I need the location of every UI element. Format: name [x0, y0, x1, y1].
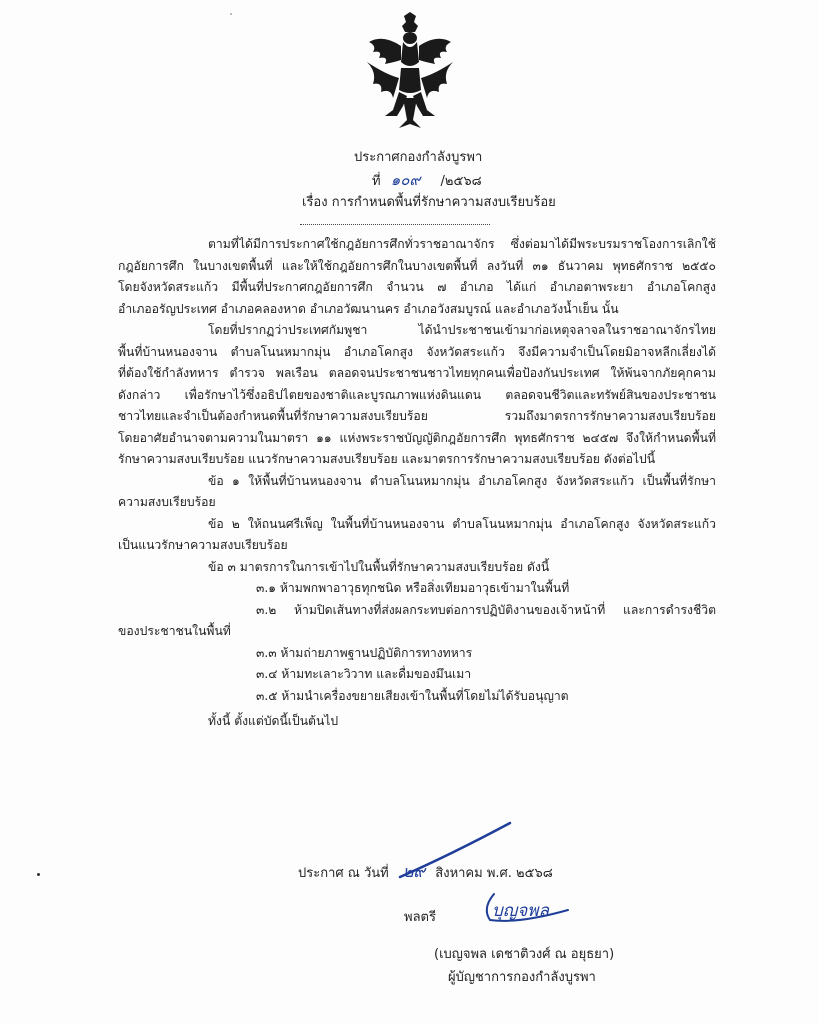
- subject-line: เรื่อง การกำหนดพื้นที่รักษาความสงบเรียบร้อย: [302, 195, 556, 210]
- date-rest: สิงหาคม พ.ศ. ๒๕๖๘: [435, 866, 553, 881]
- signer-rank: พลตรี: [404, 910, 436, 925]
- clause-2-line: ข้อ ๒ ให้ถนนศรีเพ็ญ ในพื้นที่บ้านหนองจาน ตำบลโนนหมากมุ่น อำเภอโคกสูง จังหวัดสระแก้ว: [208, 516, 716, 531]
- number-suffix: /๒๕๖๘: [440, 174, 482, 189]
- paragraph-line: ดังกล่าว เพื่อรักษาไว้ซึ่งอธิปไตยของชาติและบูรณภาพแห่งดินแดน ตลอดจนชีวิตและทรัพย์สินของประชาชน: [118, 387, 716, 402]
- clause-1-line: ความสงบเรียบร้อย: [118, 495, 216, 509]
- date-day-handwritten: ๒๙: [402, 862, 426, 881]
- paragraph-line: ที่ต้องใช้กำลังทหาร ตำรวจ พลเรือน ตลอดจนประชาชนชาวไทยทุกคนเพื่อป้องกันประเทศ ให้พ้นจากภัยคุกคาม: [118, 366, 716, 380]
- announcement-number: [372, 168, 482, 192]
- paragraph-line: พื้นที่บ้านหนองจาน ตำบลโนนหมากมุ่น อำเภอโคกสูง จังหวัดสระแก้ว จึงมีความจำเป็นโดยมิอาจหลีกเลี่ยงได้: [118, 344, 716, 359]
- signer-position: ผู้บัญชาการกองกำลังบูรพา: [448, 970, 596, 985]
- announcement-body: [118, 234, 716, 733]
- pen-stroke-signature-mark: [360, 815, 520, 885]
- number-handwritten: ๑๐๙: [390, 171, 421, 189]
- measure-3-4: ๓.๔ ห้ามทะเลาะวิวาท และดื่มของมึนเมา: [256, 667, 472, 681]
- paragraph-line: อำเภออรัญประเทศ อำเภอคลองหาด อำเภอวัฒนานคร อำเภอวังสมบูรณ์ และอำเภอวังน้ำเย็น นั้น: [118, 301, 619, 316]
- garuda-emblem-icon: [363, 12, 457, 130]
- paragraph-line: กฎอัยการศึก ในบางเขตพื้นที่ และให้ใช้กฎอัยการศึกในบางเขตพื้นที่ ลงวันที่ ๓๑ ธันวาคม พุทธศักราช ๒๕๕๐: [118, 258, 716, 273]
- measure-3-1: ๓.๑ ห้ามพกพาอาวุธทุกชนิด หรือสิ่งเทียมอาวุธเข้ามาในพื้นที่: [256, 581, 570, 595]
- number-prefix: ที่: [372, 174, 381, 189]
- signer-name: (เบญจพล เดชาติวงศ์ ณ อยุธยา): [434, 947, 615, 962]
- measure-3-5: ๓.๕ ห้ามนำเครื่องขยายเสียงเข้าในพื้นที่โดยไม่ได้รับอนุญาต: [256, 688, 569, 703]
- stray-dot: [37, 873, 40, 876]
- clause-1-line: ข้อ ๑ ให้พื้นที่บ้านหนองจาน ตำบลโนนหมากมุ่น อำเภอโคกสูง จังหวัดสระแก้ว เป็นพื้นที่รักษา: [208, 473, 716, 488]
- clause-2-line: เป็นแนวรักษาความสงบเรียบร้อย: [118, 538, 288, 552]
- clause-3-line: ข้อ ๓ มาตรการในการเข้าไปในพื้นที่รักษาความสงบเรียบร้อย ดังนี้: [208, 559, 550, 574]
- measure-3-3: ๓.๓ ห้ามถ่ายภาพฐานปฏิบัติการทางทหาร: [256, 645, 473, 660]
- paragraph-line: รักษาความสงบเรียบร้อย แนวรักษาความสงบเรียบร้อย และมาตรการรักษาความสงบเรียบร้อย ดังต่อไปนี้: [118, 452, 656, 466]
- paragraph-line: โดยอาศัยอำนาจตามความในมาตรา ๑๑ แห่งพระราชบัญญัติกฎอัยการศึก พุทธศักราช ๒๔๕๗ จึงให้กำหนดพื้นที่: [118, 430, 716, 445]
- effective-line: ทั้งนี้ ตั้งแต่บัดนี้เป็นต้นไป: [208, 714, 339, 728]
- measure-3-2-line: ๓.๒ ห้ามปิดเส้นทางที่ส่งผลกระทบต่อการปฏิบัติงานของเจ้าหน้าที่ และการดำรงชีวิต: [256, 602, 716, 617]
- separator-line: [300, 224, 490, 225]
- date-label: ประกาศ ณ วันที่: [298, 866, 389, 881]
- paragraph-line: ตามที่ได้มีการประกาศใช้กฎอัยการศึกทั่วราชอาณาจักร ซึ่งต่อมาได้มีพระบรมราชโองการเลิกใช้: [208, 237, 716, 251]
- paragraph-line: โดยที่ปรากฏว่าประเทศกัมพูชา ได้นำประชาชนเข้ามาก่อเหตุจลาจลในราชอาณาจักรไทย: [208, 323, 716, 337]
- issuing-org: ประกาศกองกำลังบูรพา: [354, 150, 483, 165]
- paragraph-line: โดยจังหวัดสระแก้ว มีพื้นที่ประกาศกฎอัยการศึก จำนวน ๗ อำเภอ ได้แก่ อำเภอตาพระยา อำเภอโคกสูง: [118, 280, 716, 294]
- signature-flourish: [478, 888, 588, 928]
- measure-3-2-line: ของประชาชนในพื้นที่: [118, 624, 231, 638]
- stray-tick: [230, 13, 232, 15]
- signature-scrawl: บุญจพล: [492, 901, 549, 921]
- paragraph-line: ชาวไทยและจำเป็นต้องกำหนดพื้นที่รักษาความสงบเรียบร้อย รวมถึงมาตรการรักษาความสงบเรียบร้อย: [118, 409, 716, 423]
